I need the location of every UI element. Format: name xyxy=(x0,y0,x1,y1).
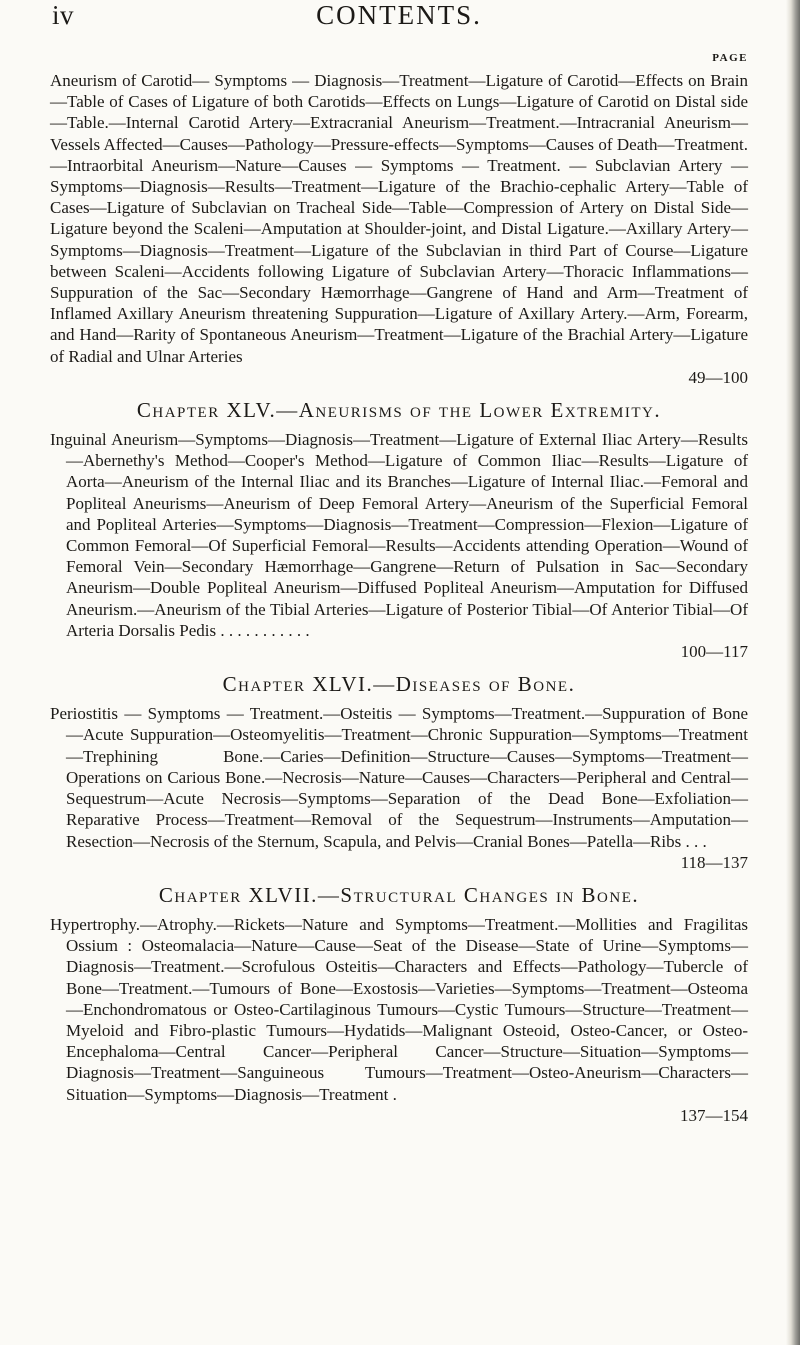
toc-page-range: 100—117 xyxy=(680,642,748,662)
page-column-label: PAGE xyxy=(712,52,748,64)
chapter-heading-xlv: Chapter XLV.—Aneurisms of the Lower Extremity. xyxy=(136,398,662,423)
toc-entry-text: Hypertrophy.—Atrophy.—Rickets—Nature and Symptoms—Treatment.—Mollities and Fragilitas Ossium : Osteomalacia—Nature—Cause—Seat of the Disease—State of Urine—Symptoms—Diagnosis—Treatment.—Scrofulous Osteitis—Characters and Effects—Pathology—Tubercle of Bone—Treatment.—Tumours of Bone—Exostosis—Varieties—Symptoms—Treatment—Osteoma—Enchondromatous or Osteo-Cartilaginous Tumours—Cystic Tumours—Structure—Treatment—Myeloid and Fibro-plastic Tumours—Hydatids—Malignant Osteoid, Osteo-Cancer, or Osteo-Encephaloma—Central Cancer—Peripheral Cancer—Structure—Situation—Symptoms—Diagnosis—Treatment—Sanguineous Tumours—Treatment—Osteo-Aneurism—Characters—Situation—Symptoms—Diagnosis—Treatment . xyxy=(50,914,748,1104)
chapter-heading-xlvi: Chapter XLVI.—Diseases of Bone. xyxy=(222,672,576,697)
running-title: CONTENTS. xyxy=(316,0,482,30)
toc-entry-diseases-of-bone xyxy=(50,703,748,873)
toc-page-range: 137—154 xyxy=(680,1105,748,1125)
toc-entry-text: Periostitis — Symptoms — Treatment.—Osteitis — Symptoms—Treatment.—Suppuration of Bone—Acute Suppuration—Osteomyelitis—Treatment—Chronic Suppuration—Symptoms—Treatment—Trephining Bone.—Caries—Definition—Structure—Causes—Symptoms—Treatment—Operations on Carious Bone.—Necrosis—Nature—Causes—Characters—Peripheral and Central—Sequestrum—Acute Necrosis—Symptoms—Separation of the Dead Bone—Exfoliation—Reparative Process—Treatment—Removal of the Sequestrum—Instruments—Amputation—Resection—Necrosis of the Sternum, Scapula, and Pelvis—Cranial Bones—Patella—Ribs . . . xyxy=(50,704,748,851)
page-number: iv xyxy=(52,0,75,30)
toc-page-range: 49—100 xyxy=(688,367,748,387)
page-edge-shadow xyxy=(786,0,800,1345)
toc-page-range: 118—137 xyxy=(680,852,748,872)
chapter-heading-xlvii: Chapter XLVII.—Structural Changes in Bone. xyxy=(158,882,640,907)
page-header xyxy=(50,0,748,70)
toc-entry-text: Aneurism of Carotid— Symptoms — Diagnosis—Treatment—Ligature of Carotid—Effects on Brain—Table of Cases of Ligature of both Carotids—Effects on Lungs—Ligature of Carotid on Distal side—Table.—Internal Carotid Artery—Extracranial Aneurism—Treatment.—Intracranial Aneurism—Vessels Affected—Causes—Pathology—Pressure-effects—Symptoms—Causes of Death—Treatment.—Intraorbital Aneurism—Nature—Causes — Symptoms — Treatment. — Subclavian Artery — Symptoms—Diagnosis—Results—Treatment—Ligature of the Brachio-cephalic Artery—Table of Cases—Ligature of Subclavian on Tracheal Side—Table—Compression of Artery on Distal Side—Ligature beyond the Scaleni—Amputation at Shoulder-joint, and Distal Ligature.—Axillary Artery—Symptoms—Diagnosis—Treatment—Ligature of the Subclavian in third Part of Course—Ligature between Scaleni—Accidents following Ligature of Subclavian Artery—Thoracic Inflammations—Suppuration of the Sac—Secondary Hæmorrhage—Gangrene of Hand and Arm—Treatment of Inflamed Axillary Aneurism threatening Suppuration—Ligature of Axillary Artery.—Arm, Forearm, and Hand—Rarity of Spontaneous Aneurism—Treatment—Ligature of the Brachial Artery—Ligature of Radial and Ulnar Arteries xyxy=(50,71,748,366)
toc-entry-carotid xyxy=(50,70,748,388)
toc-entry-text: Inguinal Aneurism—Symptoms—Diagnosis—Treatment—Ligature of External Iliac Artery—Results—Abernethy's Method—Cooper's Method—Ligature of Common Iliac—Results—Ligature of Aorta—Aneurism of the Internal Iliac and its Branches—Ligature of Internal Iliac.—Femoral and Popliteal Aneurisms—Aneurism of Deep Femoral Artery—Aneurism of the Superficial Femoral and Popliteal Arteries—Symptoms—Diagnosis—Treatment—Compression—Flexion—Ligature of Common Femoral—Of Superficial Femoral—Results—Accidents attending Operation—Wound of Femoral Vein—Secondary Hæmorrhage—Gangrene—Return of Pulsation in Sac—Secondary Aneurism—Double Popliteal Aneurism—Diffused Popliteal Aneurism—Amputation for Diffused Aneurism.—Aneurism of the Tibial Arteries—Ligature of Posterior Tibial—Of Anterior Tibial—Of Arteria Dorsalis Pedis . . . . . . . . . . . xyxy=(50,430,748,640)
toc-entry-structural-changes xyxy=(50,914,748,1126)
toc-entry-lower-extremity xyxy=(50,429,748,662)
